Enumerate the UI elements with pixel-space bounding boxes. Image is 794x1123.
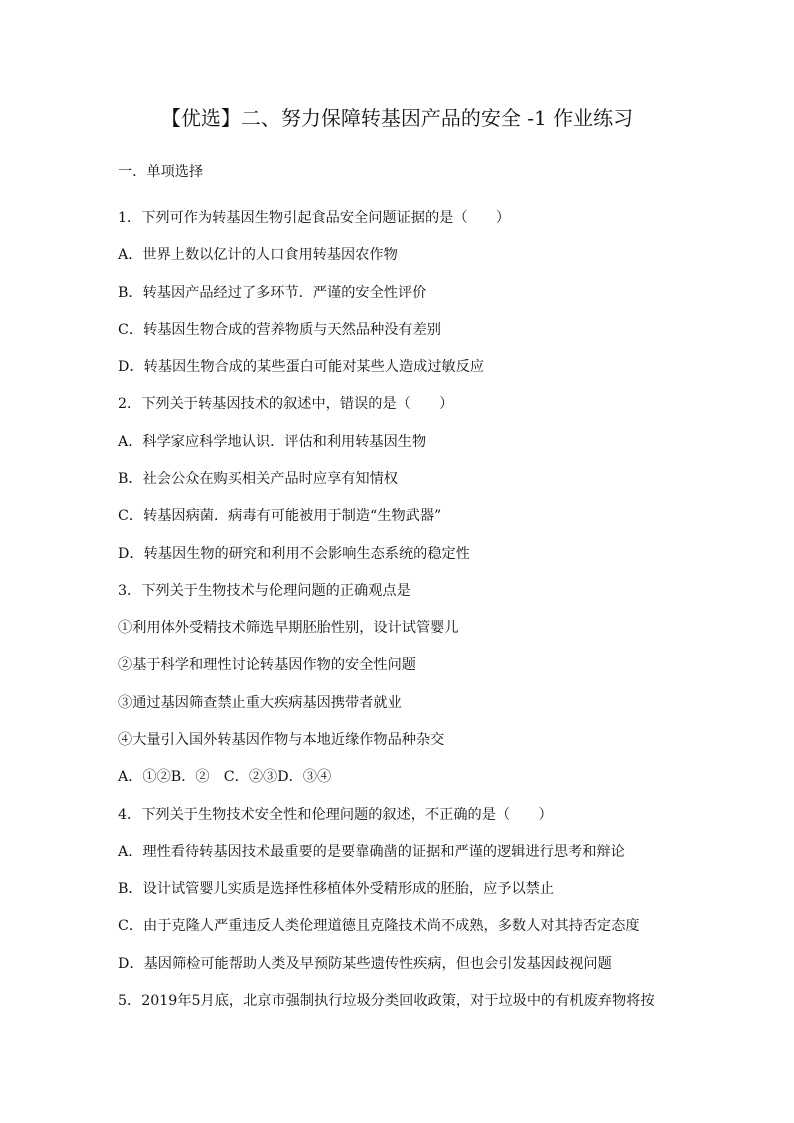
question-1-option-c: C．转基因生物合成的营养物质与天然品种没有差别 bbox=[118, 322, 441, 338]
document-title: 【优选】二、努力保障转基因产品的安全 -1 作业练习 bbox=[160, 106, 634, 130]
question-2-option-c: C．转基因病菌．病毒有可能被用于制造“生物武器” bbox=[118, 508, 442, 524]
question-1-option-a: A．世界上数以亿计的人口食用转基因农作物 bbox=[118, 247, 398, 263]
question-1-stem: 1．下列可作为转基因生物引起食品安全问题证据的是（ ） bbox=[118, 210, 511, 226]
question-3-stem: 3．下列关于生物技术与伦理问题的正确观点是 bbox=[118, 583, 411, 599]
question-4-option-a: A．理性看待转基因技术最重要的是要靠确凿的证据和严谨的逻辑进行思考和辩论 bbox=[118, 844, 625, 860]
section-heading: 一．单项选择 bbox=[118, 164, 204, 180]
question-3-statement-1: ①利用体外受精技术筛选早期胚胎性别，设计试管婴儿 bbox=[118, 620, 459, 636]
question-4-option-b: B．设计试管婴儿实质是选择性移植体外受精形成的胚胎，应予以禁止 bbox=[118, 881, 555, 897]
question-3-statement-3: ③通过基因筛查禁止重大疾病基因携带者就业 bbox=[118, 695, 402, 711]
question-4-stem: 4．下列关于生物技术安全性和伦理问题的叙述，不正确的是（ ） bbox=[118, 807, 553, 823]
question-1-option-d: D．转基因生物合成的某些蛋白可能对某些人造成过敏反应 bbox=[118, 359, 485, 375]
question-4-option-d: D．基因筛检可能帮助人类及早预防某些遗传性疾病，但也会引发基因歧视问题 bbox=[118, 956, 612, 972]
question-1-option-b: B．转基因产品经过了多环节．严谨的安全性评价 bbox=[118, 285, 427, 301]
question-3-statement-4: ④大量引入国外转基因作物与本地近缘作物品种杂交 bbox=[118, 732, 445, 748]
question-2-option-a: A．科学家应科学地认识．评估和利用转基因生物 bbox=[118, 434, 427, 450]
question-3-statement-2: ②基于科学和理性讨论转基因作物的安全性问题 bbox=[118, 657, 416, 673]
question-5-stem: 5．2019年5月底，北京市强制执行垃圾分类回收政策，对于垃圾中的有机废弃物将按 bbox=[118, 993, 655, 1009]
question-3-options: A．①②B．② C．②③D．③④ bbox=[118, 769, 332, 785]
question-2-option-b: B．社会公众在购买相关产品时应享有知情权 bbox=[118, 471, 398, 487]
question-2-option-d: D．转基因生物的研究和利用不会影响生态系统的稳定性 bbox=[118, 546, 470, 562]
question-2-stem: 2．下列关于转基因技术的叙述中，错误的是（ ） bbox=[118, 396, 454, 412]
question-4-option-c: C．由于克隆人严重违反人类伦理道德且克隆技术尚不成熟，多数人对其持否定态度 bbox=[118, 918, 640, 934]
